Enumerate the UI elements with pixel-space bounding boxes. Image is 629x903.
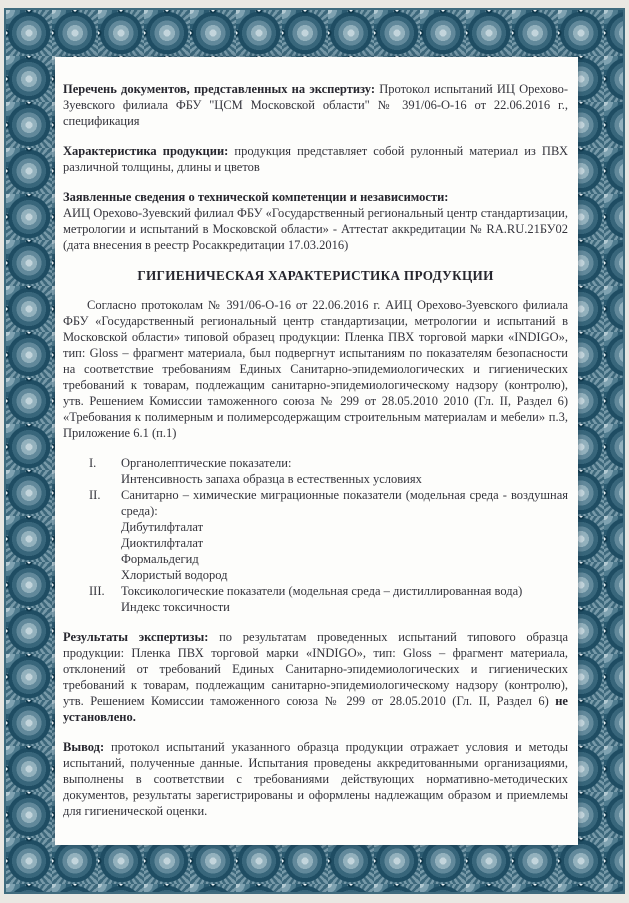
- characteristics-text: продукция представляет собой рулонный материал из ПВХ различной толщины, длины и цветов: [63, 144, 569, 174]
- list-line: Индекс токсичности: [121, 600, 230, 614]
- list-line: Формальдегид: [121, 552, 199, 566]
- documents-label: Перечень документов, представленных на экспертизу:: [63, 82, 376, 96]
- competence-text: АИЦ Орехово-Зуевский филиал ФБУ «Государственный региональный центр стандартизации, метрологии и испытаний в Московской области» - Аттестат аккредитации № RA.RU.21БУ02 (дата внесения в реестр Росаккредитации 17.03.2016): [63, 206, 568, 252]
- list-line: Дибутилфталат: [121, 520, 204, 534]
- list-item-organoleptic: [63, 455, 568, 487]
- list-item-toxicological: [63, 583, 568, 615]
- paragraph-documents: [63, 81, 568, 129]
- paragraph-product-characteristics: [63, 143, 568, 175]
- results-verdict: не установлено.: [63, 694, 568, 724]
- list-line: Хлористый водород: [121, 568, 228, 582]
- list-item-sanitary-chemical: [63, 487, 568, 583]
- list-marker: III.: [89, 584, 105, 598]
- indicator-list: [63, 455, 568, 615]
- list-line: Диоктилфталат: [121, 536, 204, 550]
- main-heading: ГИГИЕНИЧЕСКАЯ ХАРАКТЕРИСТИКА ПРОДУКЦИИ: [137, 268, 494, 283]
- documents-text: Протокол испытаний ИЦ Орехово-Зуевского филиала ФБУ "ЦСМ Московской области" № 391/06-О-16 от 22.06.2016 г., спецификация: [63, 82, 568, 128]
- document-sheet: [55, 57, 578, 845]
- characteristics-label: Характеристика продукции:: [63, 144, 229, 158]
- results-text: по результатам проведенных испытаний типового образца продукции: Пленка ПВХ торговой марки «INDIGO», тип: Gloss – фрагмент материала, отклонений от требований Единых Санитарно-эпидемиологических и гигиенических требований к товарам, подлежащим санитарно-эпидемиологическому надзору (контролю), утв. Решением Комиссии таможенного союза № 299 от 28.05.2010 (Гл. II, Раздел 6): [63, 630, 569, 708]
- list-marker: II.: [89, 488, 101, 502]
- list-line: Интенсивность запаха образца в естественных условиях: [121, 472, 422, 486]
- results-label: Результаты экспертизы:: [63, 630, 209, 644]
- paragraph-results: [63, 629, 568, 725]
- paragraph-competence: [63, 189, 568, 253]
- list-line: Санитарно – химические миграционные показатели (модельная среда - воздушная среда):: [121, 488, 568, 518]
- list-line: Токсикологические показатели (модельная среда – дистиллированная вода): [121, 584, 523, 598]
- paragraph-intro: Согласно протоколам № 391/06-О-16 от 22.06.2016 г. АИЦ Орехово-Зуевского филиала ФБУ «Государственный региональный центр стандартизации, метрологии и испытаний в Московской области» типовой образец продукции: Пленка ПВХ торговой марки «INDIGO», тип: Gloss – фрагмент материала, был подвергнут испытаниям по показателям безопасности на соответствие требованиям Единых Санитарно-эпидемиологических и гигиенических требований к товарам, подлежащим санитарно-эпидемиологическому надзору (контролю), утв. Решением Комиссии таможенного союза № 299 от 28.05.2010 2010 (Гл. II, Раздел 6) «Требования к полимерным и полимерсодержащим строительным материалам и мебели» п.3, Приложение 6.1 (п.1): [63, 298, 568, 440]
- conclusion-label: Вывод:: [63, 740, 105, 754]
- list-line: Органолептические показатели:: [121, 456, 292, 470]
- paragraph-conclusion: [63, 739, 568, 819]
- list-marker: I.: [89, 456, 97, 470]
- competence-label: Заявленные сведения о технической компетенции и независимости:: [63, 190, 449, 204]
- conclusion-text: протокол испытаний указанного образца продукции отражает условия и методы испытаний, полученные данные. Испытания проведены аккредитованными организациями, выполнены в соответствии с требованиями действующих нормативно-методических документов, результаты зарегистрированы и оформлены надлежащим образом и приемлемы для гигиенической оценки.: [63, 740, 568, 818]
